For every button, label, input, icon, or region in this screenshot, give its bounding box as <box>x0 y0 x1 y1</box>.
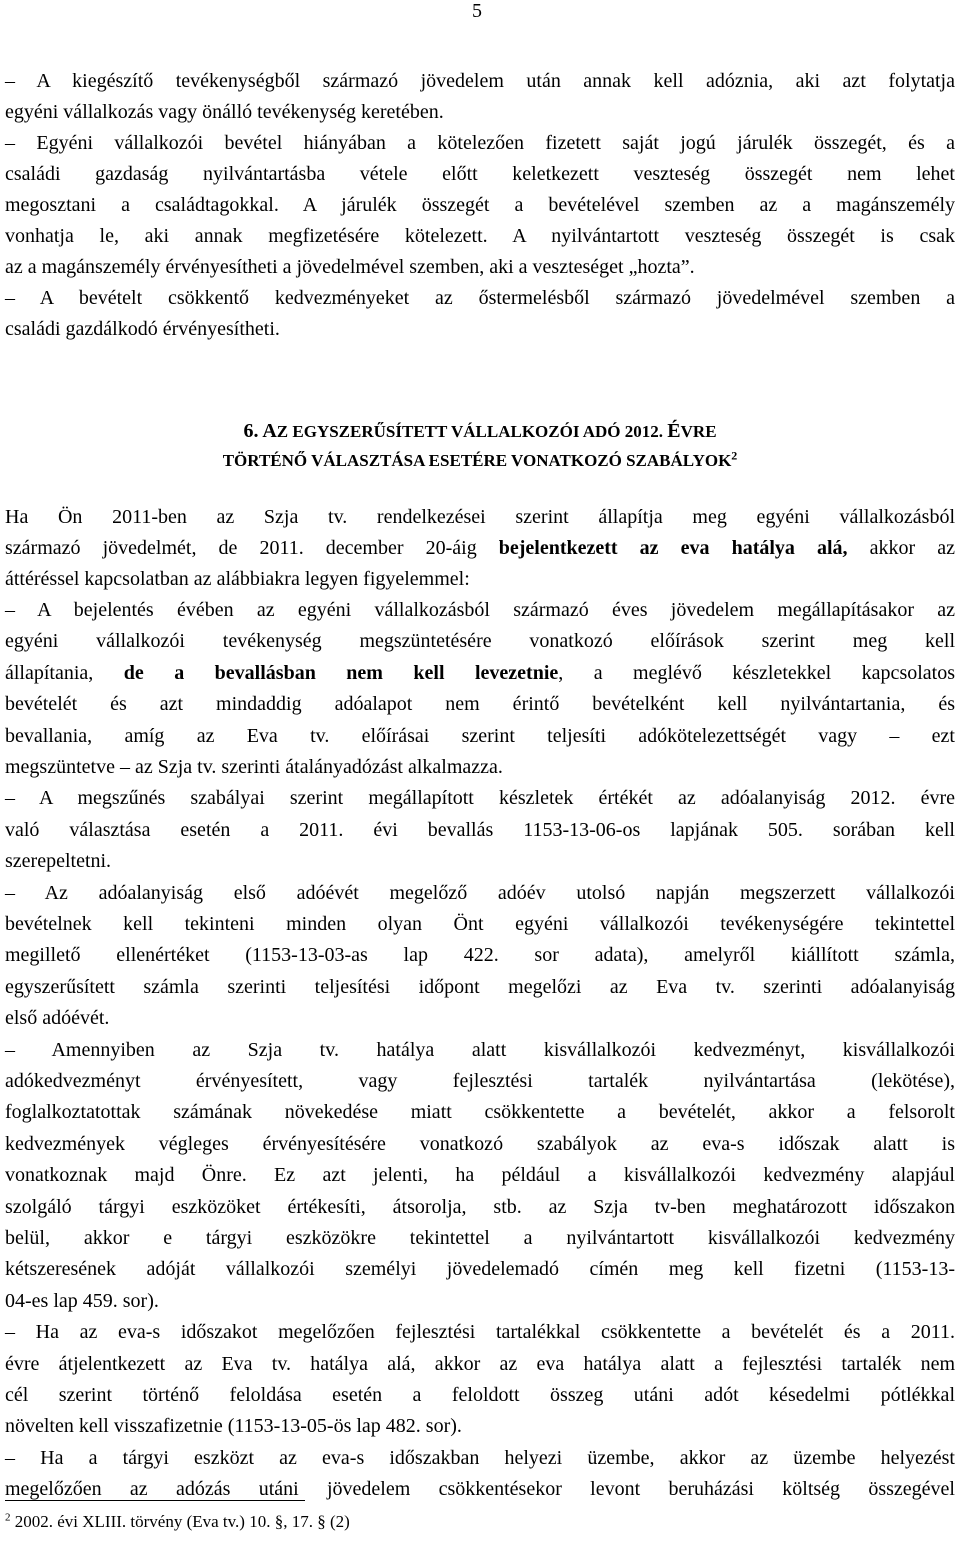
footnote <box>5 1512 350 1532</box>
list-text: állapítania, <box>5 662 124 684</box>
heading-line1: Z EGYSZERŰSÍTETT VÁLLALKOZÓI ADÓ 2012. <box>276 422 668 441</box>
list-line: – Ha az eva-s időszakot megelőzően fejlesztési tartalékkal csökkentette a bevételét és a 2011. <box>5 1321 955 1343</box>
heading-cap-letter: A <box>262 420 277 442</box>
list-line: belül, akkor e tárgyi eszközökre tekintettel a nyilvántartott kisvállalkozói kedvezmény <box>5 1227 955 1249</box>
list-line: – Az adóalanyiság első adóévét megelőző adóév utolsó napján megszerzett vállalkozói <box>5 882 955 904</box>
list-line: 04-es lap 459. sor). <box>5 1290 159 1312</box>
list-line: kétszeresének adóját vállalkozói személyi jövedelemadó címén meg kell fizetni (1153-13- <box>5 1258 955 1280</box>
footnote-text: 2002. évi XLIII. törvény (Eva tv.) 10. §, 17. § (2) <box>10 1512 350 1531</box>
intro-line: áttéréssel kapcsolatban az alábbiakra legyen figyelemmel: <box>5 568 470 590</box>
text-line: családi gazdálkodó érvényesítheti. <box>5 318 280 340</box>
heading-line1-end: VRE <box>680 422 717 441</box>
list-line: kedvezmények végleges érvényesítésére vonatkozó szabályok az eva-s időszak alatt is <box>5 1133 955 1155</box>
list-line: való választása esetén a 2011. évi bevallás 1153-13-06-os lapjának 505. sorában kell <box>5 819 955 841</box>
list-line: szolgáló tárgyi eszközöket értékesíti, átsorolja, stb. az Szja tv-ben meghatározott időszakon <box>5 1196 955 1218</box>
intro-line: Ha Ön 2011-ben az Szja tv. rendelkezései szerint állapítja meg egyéni vállalkozásból <box>5 506 955 528</box>
page-number: 5 <box>472 0 482 22</box>
list-line: évre átjelentkezett az Eva tv. hatálya alá, akkor az eva hatálya alatt a fejlesztési tartalék nem <box>5 1353 955 1375</box>
list-line: egyéni vállalkozói tevékenység megszüntetésére vonatkozó előírások szerint meg kell <box>5 630 955 652</box>
list-line: bevételnek kell tekinteni minden olyan Önt egyéni vállalkozói tevékenységére tekintettel <box>5 913 955 935</box>
heading-line2: TÖRTÉNŐ VÁLASZTÁSA ESETÉRE VONATKOZÓ SZABÁLYOK <box>222 451 732 470</box>
intro-text: származó jövedelmét, de 2011. december 20-áig <box>5 537 499 559</box>
list-line: vonatkoznak majd Önre. Ez azt jelenti, ha például a kisvállalkozói kedvezmény alapjául <box>5 1164 955 1186</box>
list-line <box>5 660 955 686</box>
text-line: egyéni vállalkozás vagy önálló tevékenység keretében. <box>5 101 444 123</box>
text-line: vonhatja le, aki annak megfizetésére kötelezett. A nyilvántartott veszteség összegét is csak <box>5 225 955 247</box>
list-line: foglalkoztatottak számának növekedése miatt csökkentette a bevételét, akkor a felsorolt <box>5 1101 955 1123</box>
text-line: – A kiegészítő tevékenységből származó jövedelem után annak kell adóznia, aki azt folytatja <box>5 70 955 92</box>
list-line: egyszerűsített számla szerinti teljesítési időpont megelőzi az Eva tv. szerinti adóalanyiság <box>5 976 955 998</box>
list-line: megszüntetve – az Szja tv. szerinti átalányadózást alkalmazza. <box>5 756 503 778</box>
intro-text: akkor az <box>847 537 955 559</box>
list-line: megillető ellenértéket (1153-13-03-as lap 422. sor adata), amelyről kiállított számla, <box>5 944 955 966</box>
intro-bold-text: bejelentkezett az eva hatálya alá, <box>498 537 848 559</box>
list-line: – A bejelentés évében az egyéni vállalkozásból származó éves jövedelem megállapításakor az <box>5 599 955 621</box>
text-line: – A bevételt csökkentő kedvezményeket az őstermelésből származó jövedelmével szemben a <box>5 287 955 309</box>
text-line: megosztani a családtagokkal. A járulék összegét a bevételével szemben az a magánszemély <box>5 194 955 216</box>
footnote-ref: 2 <box>731 448 738 463</box>
list-line: – Amennyiben az Szja tv. hatálya alatt kisvállalkozói kedvezményt, kisvállalkozói <box>5 1039 955 1061</box>
list-line: bevallania, amíg az Eva tv. előírásai szerint teljesíti adókötelezettségét vagy – ezt <box>5 725 955 747</box>
footnote-divider <box>5 1500 305 1501</box>
list-line: – A megszűnés szabályai szerint megállapított készletek értékét az adóalanyiság 2012. évre <box>5 787 955 809</box>
list-line: – Ha a tárgyi eszközt az eva-s időszakban helyezi üzembe, akkor az üzembe helyezést <box>5 1447 955 1469</box>
list-line: szerepeltetni. <box>5 850 112 872</box>
text-line: – Egyéni vállalkozói bevétel hiányában a kötelezően fizetett saját jogú járulék összegét, és a <box>5 132 955 154</box>
list-line: megelőzően az adózás utáni jövedelem csökkentésekor levont beruházási költség összegével <box>5 1478 955 1500</box>
list-line: első adóévét. <box>5 1007 110 1029</box>
list-bold-text: de a bevallásban nem kell levezetnie <box>123 662 559 684</box>
intro-line <box>5 535 955 561</box>
list-line: növelten kell visszafizetnie (1153-13-05-ös lap 482. sor). <box>5 1415 462 1437</box>
heading-cap-letter-2: É <box>667 420 681 442</box>
text-line: családi gazdaság nyilvántartásba vétele előtt keletkezett veszteség összegét nem lehet <box>5 163 955 185</box>
list-line: bevételét és azt mindaddig adóalapot nem érintő bevételként kell nyilvántartania, és <box>5 693 955 715</box>
heading-number: 6. <box>243 420 263 442</box>
list-text: , a meglévő készletekkel kapcsolatos <box>558 662 955 684</box>
text-line: az a magánszemély érvényesítheti a jövedelmével szemben, aki a veszteséget „hozta”. <box>5 256 695 278</box>
list-line: cél szerint történő feloldása esetén a feloldott összeg utáni adót késedelmi pótlékkal <box>5 1384 955 1406</box>
list-line: adókedvezményt érvényesített, vagy fejlesztési tartalék nyilvántartása (lekötése), <box>5 1070 955 1092</box>
footnote-number: 2 <box>5 1511 11 1524</box>
